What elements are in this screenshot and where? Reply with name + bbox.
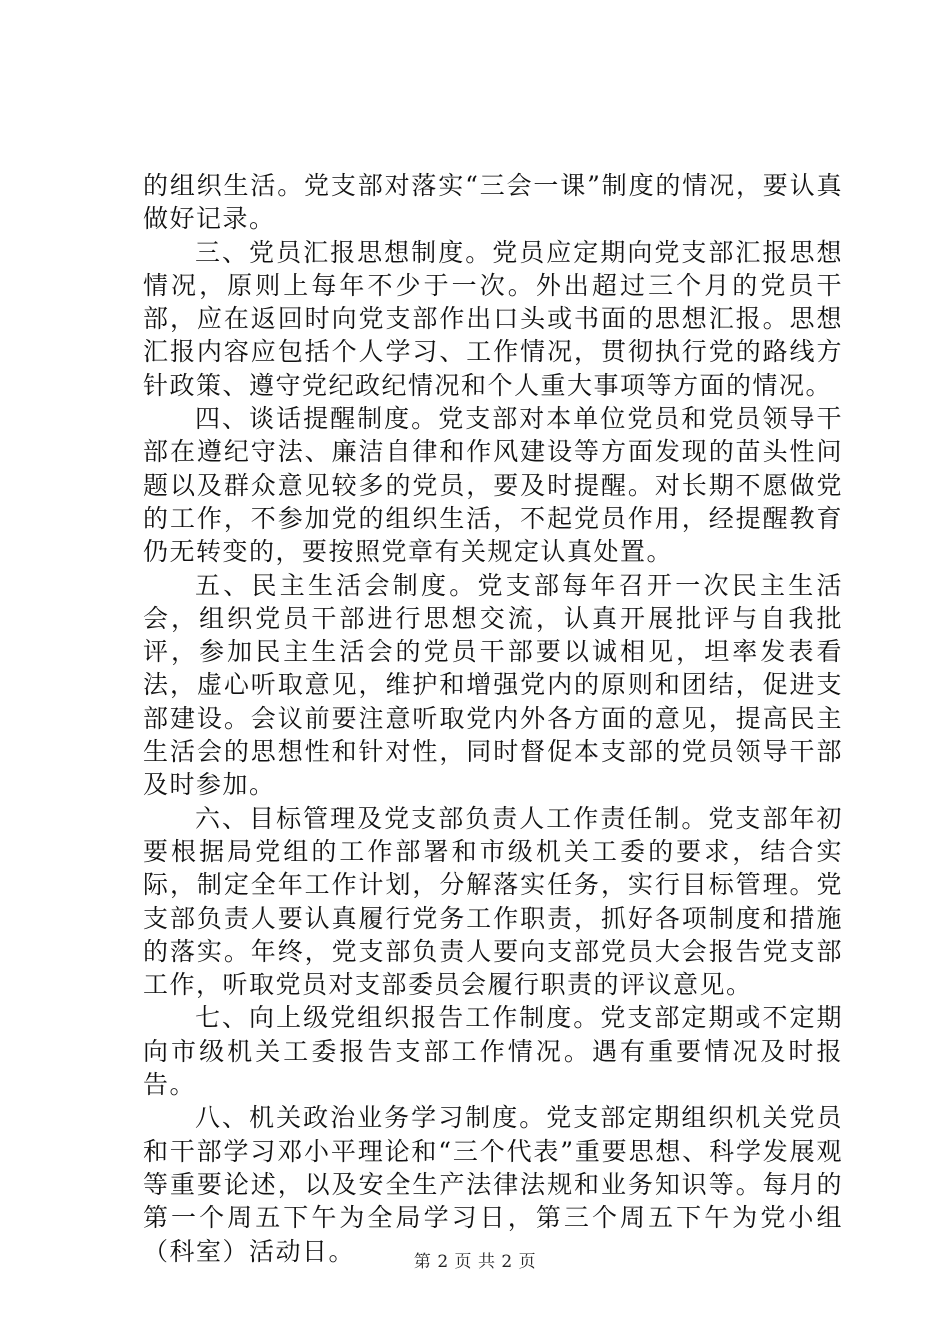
paragraph-reminder-talk-system: 四、谈话提醒制度。党支部对本单位党员和党员领导干部在遵纪守法、廉洁自律和作风建设等方面发现的苗头性问题以及群众意见较多的党员，要及时提醒。对长期不愿做党的工作，不参加党的组织生活，不起党员作用，经提醒教育仍无转变的，要按照党章有关规定认真处置。 (143, 404, 843, 567)
paragraph-study-system: 八、机关政治业务学习制度。党支部定期组织机关党员和干部学习邓小平理论和“三个代表”重要思想、科学发展观等重要论述，以及安全生产法律法规和业务知识等。每月的第一个周五下午为全局学习日，第三个周五下午为党小组（科室）活动日。 (143, 1103, 843, 1266)
paragraph-report-to-superior: 七、向上级党组织报告工作制度。党支部定期或不定期向市级机关工委报告支部工作情况。遇有重要情况及时报告。 (143, 1003, 843, 1100)
document-body (143, 169, 843, 1268)
page-number-footer: 第 2 页 共 2 页 (413, 1252, 537, 1272)
paragraph-democratic-life-meeting: 五、民主生活会制度。党支部每年召开一次民主生活会，组织党员干部进行思想交流，认真开展批评与自我批评，参加民主生活会的党员干部要以诚相见，坦率发表看法，虚心听取意见，维护和增强党内的原则和团结，促进支部建设。会议前要注意听取党内外各方面的意见，提高民主生活会的思想性和针对性，同时督促本支部的党员领导干部及时参加。 (143, 570, 843, 800)
paragraph-thought-report-system: 三、党员汇报思想制度。党员应定期向党支部汇报思想情况，原则上每年不少于一次。外出超过三个月的党员干部，应在返回时向党支部作出口头或书面的思想汇报。思想汇报内容应包括个人学习、工作情况，贯彻执行党的路线方针政策、遵守党纪政纪情况和个人重大事项等方面的情况。 (143, 237, 843, 400)
paragraph-continued-meeting-records: 的组织生活。党支部对落实“三会一课”制度的情况，要认真做好记录。 (143, 171, 843, 234)
paragraph-target-management: 六、目标管理及党支部负责人工作责任制。党支部年初要根据局党组的工作部署和市级机关工委的要求，结合实际，制定全年工作计划，分解落实任务，实行目标管理。党支部负责人要认真履行党务工作职责，抓好各项制度和措施的落实。年终，党支部负责人要向支部党员大会报告党支部工作，听取党员对支部委员会履行职责的评议意见。 (143, 803, 843, 1000)
